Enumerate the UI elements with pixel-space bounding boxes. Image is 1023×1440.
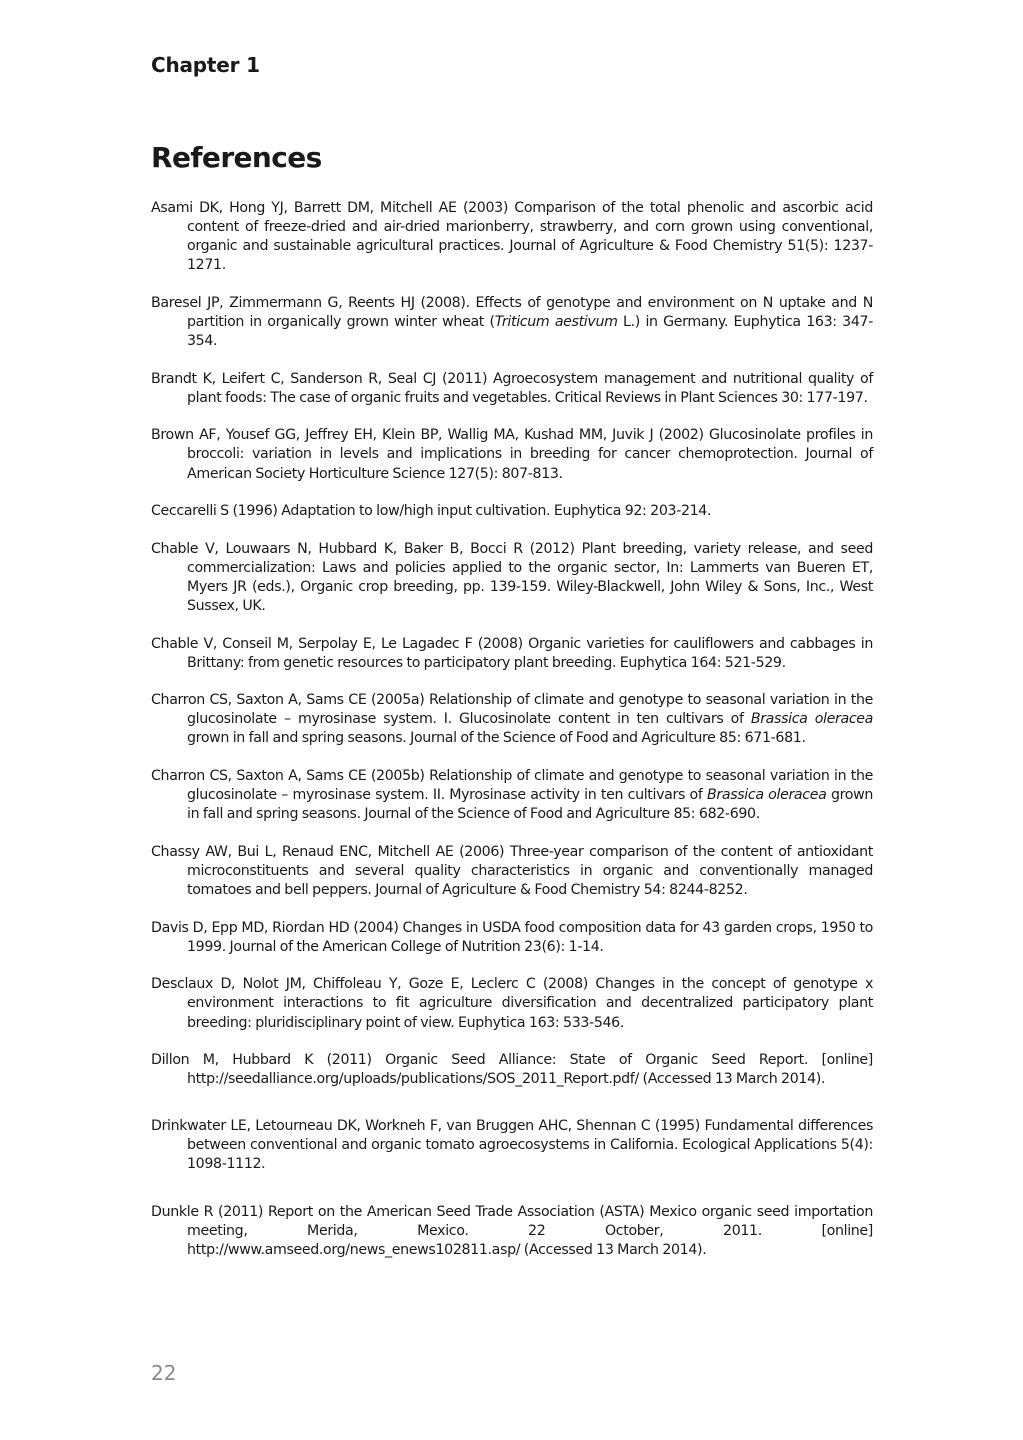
reference-item: Chassy AW, Bui L, Renaud ENC, Mitchell AE (2006) Three-year comparison of the content of antioxidant microconstituents and several quality characteristics in organic and conventionally managed tomatoes and bell peppers. Journal of Agriculture & Food Chemistry 54: 8244-8252.	[151, 843, 873, 899]
chapter-label: Chapter 1	[151, 53, 260, 77]
page-number: 22	[151, 1361, 177, 1385]
reference-item: Desclaux D, Nolot JM, Chiffoleau Y, Goze E, Leclerc C (2008) Changes in the concept of genotype x environment interactions to fit agriculture diversification and decentralized participatory plant breeding: pluridisciplinary point of view. Euphytica 163: 533-546.	[151, 976, 873, 1031]
reference-item: Drinkwater LE, Letourneau DK, Workneh F, van Bruggen AHC, Shennan C (1995) Fundamental differences between conventional and organic tomato agroecosystems in California. Ecological Applications 5(4): 1098-1112.	[151, 1118, 873, 1173]
reference-text: Charron CS, Saxton A, Sams CE (2005a) Relationship of climate and genotype to seasonal variation in the glucosinolate – myrosinase system. I. Glucosinolate content in ten cultivars of	[151, 692, 873, 728]
reference-item: Asami DK, Hong YJ, Barrett DM, Mitchell AE (2003) Comparison of the total phenolic and ascorbic acid content of freeze-dried and air-dried marionberry, strawberry, and corn grown using conventional, organic and sustainable agricultural practices. Journal of Agriculture & Food Chemistry 51(5): 1237-1271.	[151, 200, 873, 274]
reference-item	[151, 294, 873, 351]
reference-item	[151, 691, 873, 748]
reference-item: Dunkle R (2011) Report on the American Seed Trade Association (ASTA) Mexico organic seed importation meeting, Merida, Mexico. 22 October, 2011. [online] http://www.amseed.org/news_enews102811.asp/ (Accessed 13 March 2014).	[151, 1203, 873, 1258]
species-name: Brassica oleracea	[706, 787, 827, 804]
reference-item: Ceccarelli S (1996) Adaptation to low/high input cultivation. Euphytica 92: 203-214.	[151, 503, 712, 520]
species-name: Triticum aestivum	[494, 313, 618, 330]
reference-item: Brown AF, Yousef GG, Jeffrey EH, Klein BP, Wallig MA, Kushad MM, Juvik J (2002) Glucosinolate profiles in broccoli: variation in levels and implications in breeding for cancer chemoprotection. Journal of American Society Horticulture Science 127(5): 807-813.	[151, 427, 873, 482]
reference-text: grown in fall and spring seasons. Journal of the Science of Food and Agriculture 85: 671-681.	[187, 730, 806, 747]
reference-text: grown in fall and spring seasons. Journal of the Science of Food and Agriculture 85: 682-690.	[187, 787, 874, 823]
reference-item: Davis D, Epp MD, Riordan HD (2004) Changes in USDA food composition data for 43 garden crops, 1950 to 1999. Journal of the American College of Nutrition 23(6): 1-14.	[151, 919, 873, 955]
reference-item: Brandt K, Leifert C, Sanderson R, Seal CJ (2011) Agroecosystem management and nutritional quality of plant foods: The case of organic fruits and vegetables. Critical Reviews in Plant Sciences 30: 177-197.	[151, 370, 873, 406]
species-name: Brassica oleracea	[750, 711, 874, 728]
page-title: References	[151, 141, 322, 174]
reference-text: Baresel JP, Zimmermann G, Reents HJ (2008). Effects of genotype and environment on N uptake and N partition in organically grown winter wheat (	[151, 294, 873, 330]
reference-text: L.) in Germany. Euphytica 163: 347-354.	[187, 313, 873, 350]
reference-text: Charron CS, Saxton A, Sams CE (2005b) Relationship of climate and genotype to seasonal variation in the glucosinolate – myrosinase system. II. Myrosinase activity in ten cultivars of	[151, 768, 873, 804]
reference-list	[151, 199, 873, 1278]
reference-item	[151, 767, 873, 824]
reference-item: Chable V, Conseil M, Serpolay E, Le Lagadec F (2008) Organic varieties for cauliflowers and cabbages in Brittany: from genetic resources to participatory plant breeding. Euphytica 164: 521-529.	[151, 635, 873, 671]
reference-item: Chable V, Louwaars N, Hubbard K, Baker B, Bocci R (2012) Plant breeding, variety release, and seed commercialization: Laws and policies applied to the organic sector, In: Lammerts van Bueren ET, Myers JR (eds.), Organic crop breeding, pp. 139-159. Wiley-Blackwell, John Wiley & Sons, Inc., West Sussex, UK.	[151, 540, 873, 614]
reference-item: Dillon M, Hubbard K (2011) Organic Seed Alliance: State of Organic Seed Report. [online] http://seedalliance.org/uploads/publications/SOS_2011_Report.pdf/ (Accessed 13 March 2014).	[151, 1052, 873, 1088]
